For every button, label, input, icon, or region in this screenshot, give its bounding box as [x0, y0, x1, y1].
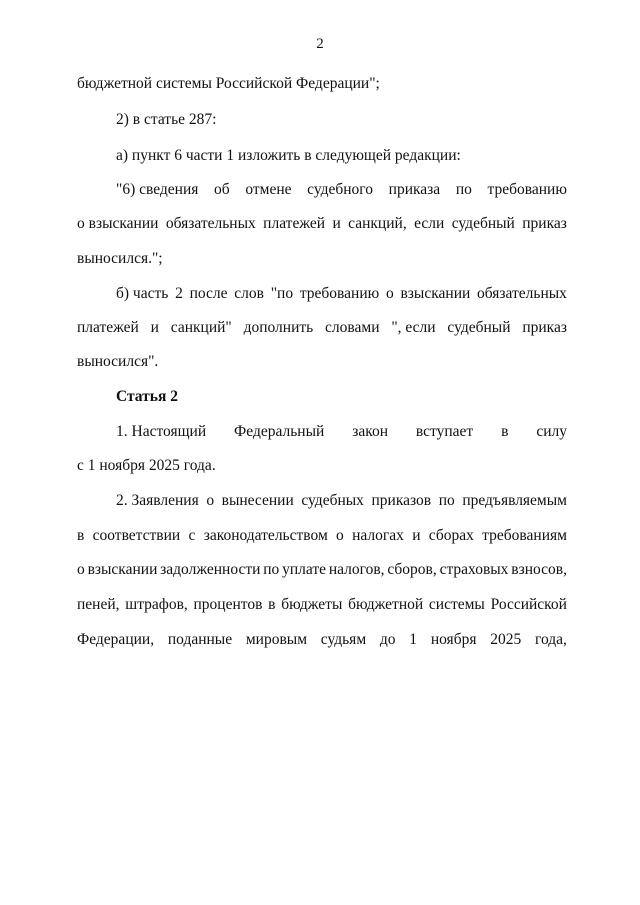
text-line-3: а) пункт 6 части 1 изложить в следующей редакции: — [116, 147, 461, 164]
word: в — [268, 596, 276, 613]
word: если — [414, 215, 445, 232]
article-heading: Статья 2 — [116, 388, 178, 405]
word: предъявляемым — [462, 492, 567, 509]
word: 1 — [409, 631, 418, 648]
word: обязательных — [477, 285, 567, 302]
word: до — [379, 631, 396, 648]
word: по — [455, 181, 472, 198]
word: задолженности — [160, 561, 261, 578]
word: взносов, — [511, 561, 567, 578]
word: процентов — [193, 596, 263, 613]
word: судьям — [320, 631, 367, 648]
word: сборов, — [387, 561, 437, 578]
text-line-2: 2) в статье 287: — [116, 111, 217, 128]
word: "6) сведения — [116, 181, 199, 198]
word: отмене — [245, 181, 292, 198]
text-line-16 — [77, 630, 567, 650]
word: приказа — [388, 181, 441, 198]
word: о — [206, 492, 215, 509]
word: требованию — [299, 285, 380, 302]
word: вынесении — [221, 492, 294, 509]
word: слов — [234, 285, 264, 302]
word: сборах — [428, 527, 474, 544]
text-line-12 — [116, 491, 567, 511]
word: в — [77, 527, 85, 544]
word: по — [263, 561, 280, 578]
word: "по — [270, 285, 294, 302]
text-line-14 — [77, 560, 567, 580]
word: судебный — [447, 319, 511, 336]
word: судебного — [307, 181, 374, 198]
word: платежей — [263, 215, 326, 232]
word: дополнить — [243, 319, 314, 336]
word: системы — [428, 596, 485, 613]
word: бюджеты — [281, 596, 343, 613]
word: соответствии — [92, 527, 181, 544]
word: о — [336, 527, 344, 544]
word: о взыскании — [77, 215, 159, 232]
word: приказ — [522, 215, 567, 232]
word: штрафов, — [125, 596, 188, 613]
word: о — [385, 285, 394, 302]
word: уплате — [282, 561, 326, 578]
word: налогов, — [328, 561, 385, 578]
page-number: 2 — [316, 36, 324, 52]
word: 1. Настоящий — [116, 423, 207, 440]
word: и — [332, 215, 341, 232]
word: ", если — [391, 319, 436, 336]
word: силу — [536, 423, 567, 440]
text-line-9: выносился". — [77, 353, 159, 370]
word: требованию — [487, 181, 567, 198]
word: закон — [352, 423, 389, 440]
word: налогах — [352, 527, 404, 544]
word: законодательством — [203, 527, 328, 544]
word: санкций, — [348, 215, 407, 232]
word: обязательных — [165, 215, 256, 232]
word: о — [77, 561, 85, 578]
word: мировым — [245, 631, 308, 648]
word: приказов — [371, 492, 432, 509]
word: Федеральный — [234, 423, 325, 440]
word: приказ — [522, 319, 567, 336]
word: вступает — [415, 423, 474, 440]
word: санкций" — [170, 319, 232, 336]
word: ноября — [430, 631, 477, 648]
text-line-8 — [77, 318, 567, 338]
word: 2 — [175, 285, 183, 302]
word: бюджетной — [348, 596, 424, 613]
word: поданные — [167, 631, 233, 648]
text-line-10 — [116, 422, 567, 442]
text-line-5 — [77, 214, 567, 234]
text-line-7 — [116, 284, 567, 304]
text-line-13 — [77, 526, 567, 546]
word: словами — [325, 319, 380, 336]
word: судебный — [451, 215, 515, 232]
word: 2. Заявления — [116, 492, 199, 509]
word: с — [188, 527, 196, 544]
word: в — [501, 423, 509, 440]
word: пеней, — [77, 596, 120, 613]
text-line-1: бюджетной системы Российской Федерации"; — [77, 75, 380, 92]
word: страховых — [439, 561, 509, 578]
word: требованиям — [482, 527, 567, 544]
word: и — [412, 527, 421, 544]
word: платежей — [77, 319, 139, 336]
word: судебных — [301, 492, 364, 509]
word: взыскании — [87, 561, 158, 578]
word: Российской — [490, 596, 567, 613]
text-line-15 — [77, 595, 567, 615]
word: после — [189, 285, 228, 302]
word: и — [150, 319, 159, 336]
word: б) часть — [116, 285, 169, 302]
text-line-11: с 1 ноября 2025 года. — [77, 457, 216, 474]
text-line-4 — [116, 180, 567, 200]
word: по — [438, 492, 455, 509]
word: года, — [535, 631, 567, 648]
word: об — [214, 181, 230, 198]
word: Федерации, — [77, 631, 155, 648]
word: 2025 — [490, 631, 522, 648]
text-line-6: выносился."; — [77, 250, 163, 267]
word: взыскании — [400, 285, 471, 302]
